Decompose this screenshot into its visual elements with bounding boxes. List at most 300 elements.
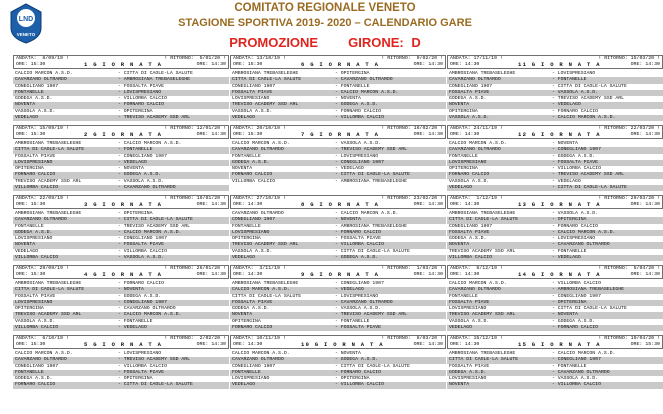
- ritorno-time-value: 14:30: [645, 202, 660, 207]
- matchday-number: 1 G I O R N A T A: [84, 61, 163, 68]
- away-team: - CALCIO MARCON A.S.D.: [118, 230, 181, 236]
- home-team: FORNARO CALCIO: [449, 172, 490, 178]
- away-team: - CONEGLIANO 1907: [552, 147, 601, 153]
- home-team: CITTA DI CAOLE-LA SALUTE: [449, 217, 519, 223]
- andata-time: [16, 342, 45, 348]
- matchday-header: [447, 125, 663, 139]
- andata-time: [450, 132, 479, 138]
- away-team: - OPITERGINA: [118, 109, 153, 115]
- ritorno-time-value: 15:30: [645, 342, 660, 347]
- away-team: - VILLORBA CALCIO: [335, 242, 384, 248]
- away-team: - VILLORBA CALCIO: [552, 166, 601, 172]
- home-team: VASSOLA A.S.D.: [449, 318, 490, 324]
- home-team: CONEGLIANO 1907: [232, 363, 276, 369]
- match-list: [230, 281, 446, 331]
- andata-date: ANDATA: 8/09/19 !: [16, 56, 69, 61]
- andata-time-value: 14:30: [464, 272, 480, 277]
- matchday-number: 11 G I O R N A T A: [518, 61, 601, 68]
- home-team: NOVENTA: [449, 102, 470, 108]
- home-team: FORNARO CALCIO: [15, 172, 56, 178]
- andata-time: [16, 272, 45, 278]
- match-row: [230, 255, 446, 261]
- away-team: - VASSOLA A.S.D.: [118, 255, 164, 261]
- home-team: VILLORBA CALCIO: [449, 255, 493, 261]
- ritorno-date: ! RITORNO: 9/02/20 !: [381, 56, 443, 61]
- andata-time-value: 15:30: [30, 202, 46, 207]
- ritorno-time: [197, 132, 226, 138]
- matchday-header: [13, 265, 229, 279]
- ore-label: ORE:: [630, 62, 643, 67]
- matchday-number: 13 G I O R N A T A: [518, 201, 601, 208]
- home-team: GODEGA A.S.D.: [15, 376, 53, 382]
- away-team: - OPITERGINA: [552, 300, 587, 306]
- away-team: - LOVISPRESIANO: [118, 351, 161, 357]
- away-team: - FONTANELLE: [335, 319, 370, 325]
- away-team: - FONTANELLE: [118, 147, 153, 153]
- andata-time: [450, 272, 479, 278]
- ore-label: ORE:: [413, 132, 426, 137]
- away-team: - VILLORBA CALCIO: [552, 382, 601, 388]
- ore-label: ORE:: [413, 202, 426, 207]
- away-team: - CITTA DI CAOLE-LA SALUTE: [552, 306, 627, 312]
- andata-time-value: 14:30: [464, 132, 480, 137]
- home-team: CALCIO MARCON A.S.D.: [232, 351, 290, 356]
- andata-date: ANDATA: 27/10/19 !: [233, 196, 286, 201]
- away-team: - NOVENTA: [335, 96, 361, 102]
- ritorno-time: [631, 132, 660, 138]
- match-row: [13, 325, 229, 331]
- home-team: VILLORBA CALCIO: [15, 325, 59, 331]
- home-team: NOVENTA: [449, 382, 470, 388]
- ore-label: ORE:: [450, 132, 462, 137]
- away-team: - CITTA DI CAOLE-LA SALUTE: [118, 217, 193, 223]
- match-list: [230, 211, 446, 261]
- ritorno-time: [197, 342, 226, 348]
- andata-time: [16, 132, 45, 138]
- home-team: CONEGLIANO 1907: [232, 83, 276, 89]
- home-team: VEDELAGO: [449, 325, 473, 331]
- match-row: [13, 255, 229, 261]
- home-team: FOSSALTA PIAVE: [449, 229, 490, 235]
- home-team: LOVISPRESIANO: [15, 236, 53, 242]
- home-team: VEDELAGO: [449, 185, 473, 191]
- home-team: CALCIO MARCON A.S.D.: [15, 71, 73, 76]
- match-row: [230, 382, 446, 388]
- away-team: - OPITERGINA: [118, 211, 153, 217]
- matchday-header: [230, 55, 446, 69]
- away-team: - TREVISO ACADEMY SSD ARL: [335, 312, 407, 318]
- ritorno-time: [414, 62, 443, 68]
- matchday-header: [13, 335, 229, 349]
- away-team: - NOVENTA: [335, 217, 361, 223]
- match-row: [13, 382, 229, 388]
- home-team: FONTANELLE: [15, 369, 44, 375]
- ritorno-time: [414, 272, 443, 278]
- away-team: - CAVARZANO OLTRARDO: [552, 370, 610, 376]
- matchday-block: [13, 125, 229, 194]
- ritorno-time: [631, 202, 660, 208]
- match-row: [447, 185, 663, 191]
- away-team: - LOVISPRESIANO: [335, 154, 378, 160]
- andata-date: ANDATA: 8/12/19 !: [450, 266, 503, 271]
- ritorno-time-value: 14:30: [645, 132, 660, 137]
- home-team: VEDELAGO: [15, 248, 39, 254]
- home-team: OPITERGINA: [449, 108, 478, 114]
- away-team: - CITTA DI CAOLE-LA SALUTE: [118, 382, 193, 388]
- home-team: TREVISO ACADEMY SSD ARL: [449, 312, 516, 318]
- ore-label: ORE:: [630, 132, 643, 137]
- home-team: GODEGA A.S.D.: [15, 229, 53, 235]
- ritorno-time-value: 14:30: [211, 272, 226, 277]
- home-team: AMBROSIANA TREBASELEGHE: [449, 71, 516, 76]
- away-team: - GODEGA A.S.D.: [335, 357, 378, 363]
- away-team: - FORNARO CALCIO: [335, 370, 381, 376]
- matchday-header: [447, 265, 663, 279]
- home-team: GODEGA A.S.D.: [232, 306, 270, 312]
- matchday-block: [447, 335, 663, 404]
- home-team: FOSSALTA PIAVE: [232, 299, 273, 305]
- group-name: GIRONE: D: [348, 35, 421, 50]
- away-team: - FORNARO CALCIO: [118, 281, 164, 287]
- match-list: [230, 351, 446, 389]
- away-team: - AMBROSIANA TREBASELEGHE: [552, 287, 624, 293]
- ore-label: ORE:: [233, 342, 245, 347]
- away-team: - GODEGA A.S.D.: [552, 319, 595, 325]
- match-list: [13, 351, 229, 389]
- away-team: - OPITERGINA: [552, 217, 587, 223]
- away-team: - CONEGLIANO 1907: [118, 236, 167, 242]
- document-header: [0, 0, 650, 56]
- match-row: [230, 179, 446, 185]
- andata-date: ANDATA: 10/11/19 !: [233, 336, 286, 341]
- away-team: - GODEGA A.S.D.: [118, 172, 161, 178]
- home-team: VEDELAGO: [15, 115, 39, 121]
- ritorno-time-value: 14:30: [211, 62, 226, 67]
- home-team: VILLORBA CALCIO: [232, 178, 276, 184]
- home-team: TREVISO ACADEMY SSD ARL: [232, 102, 299, 108]
- away-team: - CONEGLIANO 1907: [335, 160, 384, 166]
- league-line: [0, 35, 650, 50]
- home-team: GODEGA A.S.D.: [449, 369, 487, 375]
- away-team: - CITTA DI CAOLE-LA SALUTE: [552, 84, 627, 90]
- ritorno-time-value: 14:30: [645, 62, 660, 67]
- matchday-block: [230, 55, 446, 124]
- ore-label: ORE:: [16, 62, 28, 67]
- away-team: - GODEGA A.S.D.: [335, 255, 378, 261]
- away-team: - CITTA DI CAOLE-LA SALUTE: [335, 172, 410, 178]
- ritorno-time-value: 14:30: [645, 272, 660, 277]
- ore-label: ORE:: [196, 62, 209, 67]
- away-team: - LOVISPRESIANO: [335, 294, 378, 300]
- logo-subtext: VENETO: [16, 32, 36, 37]
- home-team: GODEGA A.S.D.: [232, 159, 270, 165]
- home-team: VILLORBA CALCIO: [15, 255, 59, 261]
- matchday-header: [13, 195, 229, 209]
- matchday-number: 10 G I O R N A T A: [301, 341, 384, 348]
- andata-date: ANDATA: 1/12/19 !: [450, 196, 503, 201]
- away-team: - LOVISPRESIANO: [552, 71, 595, 77]
- home-team: AMBROSIANA TREBASELEGHE: [449, 351, 516, 356]
- away-team: - VASSOLA A.S.D.: [335, 141, 381, 147]
- ritorno-date: ! RITORNO: 15/03/20 !: [598, 56, 660, 61]
- home-team: GODEGA A.S.D.: [15, 96, 53, 102]
- ritorno-date: ! RITORNO: 12/01/20 !: [164, 126, 226, 131]
- away-team: - TREVISO ACADEMY SSD ARL: [118, 115, 190, 121]
- ritorno-date: ! RITORNO: 19/01/20 !: [164, 196, 226, 201]
- away-team: - CALCIO MARCON A.S.D.: [335, 90, 398, 96]
- match-row: [230, 325, 446, 331]
- committee-title: COMITATO REGIONALE VENETO: [234, 2, 416, 14]
- ritorno-time-value: 14:30: [428, 272, 443, 277]
- away-team: - VEDELAGO: [552, 102, 581, 108]
- away-team: - TREVISO ACADEMY SSD ARL: [335, 147, 407, 153]
- home-team: FONTANELLE: [232, 223, 261, 229]
- home-team: AMBROSIANA TREBASELEGHE: [232, 281, 299, 286]
- ore-label: ORE:: [630, 342, 643, 347]
- ore-label: ORE:: [196, 272, 209, 277]
- andata-time-value: 15:30: [30, 62, 46, 67]
- matchday-block: [13, 265, 229, 334]
- matchday-header: [447, 335, 663, 349]
- andata-time: [233, 62, 262, 68]
- away-team: - VASSOLA A.S.D.: [552, 376, 598, 382]
- home-team: VASSOLA A.S.D.: [232, 108, 273, 114]
- matchday-block: [447, 195, 663, 264]
- home-team: CAVARZANO OLTRARDO: [232, 211, 284, 216]
- andata-time: [233, 342, 262, 348]
- away-team: - LOVISPRESIANO: [118, 90, 161, 96]
- home-team: LOVISPRESIANO: [15, 299, 53, 305]
- matchday-number: 4 G I O R N A T A: [84, 271, 163, 278]
- match-row: [447, 325, 663, 331]
- home-team: CAVARZANO OLTRARDO: [449, 287, 501, 293]
- ore-label: ORE:: [450, 272, 462, 277]
- home-team: VASSOLA A.S.D.: [232, 248, 273, 254]
- ore-label: ORE:: [450, 202, 462, 207]
- home-team: LOVISPRESIANO: [15, 159, 53, 165]
- away-team: - CONEGLIANO 1907: [118, 154, 167, 160]
- away-team: - NOVENTA: [552, 312, 578, 318]
- away-team: - NOVENTA: [118, 287, 144, 293]
- away-team: - VEDELAGO: [335, 287, 364, 293]
- andata-time-value: 15:30: [30, 342, 46, 347]
- away-team: - VASSOLA A.S.D.: [552, 90, 598, 96]
- andata-time-value: 14:30: [247, 342, 263, 347]
- away-team: - VEDELAGO: [118, 325, 147, 331]
- matchday-header: [447, 55, 663, 69]
- matchday-block: [447, 265, 663, 334]
- home-team: VASSOLA A.S.D.: [15, 318, 56, 324]
- matchday-block: [13, 55, 229, 124]
- home-team: CAVARZANO OLTRARDO: [15, 217, 67, 223]
- away-team: - CONEGLIANO 1907: [118, 300, 167, 306]
- home-team: CITTA DI CAOLE-LA SALUTE: [15, 287, 85, 293]
- home-team: CONEGLIANO 1907: [15, 83, 59, 89]
- away-team: - AMBROSIANA TREBASELEGHE: [335, 179, 407, 185]
- andata-time-value: 15:30: [247, 132, 263, 137]
- home-team: CITTA DI CAOLE-LA SALUTE: [232, 293, 302, 299]
- away-team: - FORNARO CALCIO: [552, 325, 598, 331]
- away-team: - VILLORBA CALCIO: [552, 281, 601, 287]
- ore-label: ORE:: [196, 342, 209, 347]
- matchday-number: 12 G I O R N A T A: [518, 131, 601, 138]
- matchday-number: 7 G I O R N A T A: [301, 131, 380, 138]
- matchday-number: 8 G I O R N A T A: [301, 201, 380, 208]
- away-team: - OPITERGINA: [335, 71, 370, 77]
- away-team: - OPITERGINA: [118, 376, 153, 382]
- matchday-block: [230, 265, 446, 334]
- away-team: - VASSOLA A.S.D.: [118, 179, 164, 185]
- home-team: OPITERGINA: [449, 166, 478, 172]
- ritorno-time: [197, 272, 226, 278]
- ore-label: ORE:: [233, 272, 245, 277]
- ore-label: ORE:: [233, 62, 245, 67]
- match-list: [447, 141, 663, 191]
- home-team: FONTANELLE: [232, 369, 261, 375]
- away-team: - GODEGA A.S.D.: [118, 294, 161, 300]
- ore-label: ORE:: [413, 342, 426, 347]
- away-team: - TREVISO ACADEMY SSD ARL: [118, 357, 190, 363]
- ritorno-date: ! RITORNO: 5/04/20 !: [598, 266, 660, 271]
- ritorno-date: ! RITORNO: 26/01/20 !: [164, 266, 226, 271]
- match-row: [447, 255, 663, 261]
- away-team: - CALCIO MARCON A.S.D.: [118, 312, 181, 318]
- match-list: [447, 71, 663, 121]
- matchday-number: 5 G I O R N A T A: [84, 341, 163, 348]
- ore-label: ORE:: [630, 202, 643, 207]
- away-team: - FOSSALTA PIAVE: [335, 325, 381, 331]
- home-team: OPITERGINA: [15, 166, 44, 172]
- matchday-header: [230, 265, 446, 279]
- andata-date: ANDATA: 6/10/19 !: [16, 336, 69, 341]
- away-team: - FONTANELLE: [552, 364, 587, 370]
- away-team: - CITTA DI CAOLE-LA SALUTE: [335, 249, 410, 255]
- home-team: NOVENTA: [15, 242, 36, 248]
- home-team: FOSSALTA PIAVE: [15, 153, 56, 159]
- away-team: - VEDELAGO: [118, 160, 147, 166]
- away-team: - CAVARZANO OLTRARDO: [335, 77, 393, 83]
- away-team: - NOVENTA: [552, 141, 578, 147]
- home-team: CAVARZANO OLTRARDO: [449, 147, 501, 153]
- ritorno-time-value: 14:30: [428, 342, 443, 347]
- home-team: LOVISPRESIANO: [449, 159, 487, 165]
- home-team: CONEGLIANO 1907: [449, 83, 493, 89]
- ritorno-time: [631, 62, 660, 68]
- home-team: LOVISPRESIANO: [449, 306, 487, 312]
- andata-time-value: 14:30: [247, 272, 263, 277]
- home-team: FOSSALTA PIAVE: [449, 89, 490, 95]
- ritorno-time: [414, 132, 443, 138]
- match-list: [447, 281, 663, 331]
- andata-time-value: 14:30: [464, 62, 480, 67]
- away-team: - FOSSALTA PIAVE: [552, 160, 598, 166]
- home-team: CITTA DI CAOLE-LA SALUTE: [232, 77, 302, 83]
- match-list: [13, 71, 229, 121]
- match-row: [447, 382, 663, 388]
- away-team: - CITTA DI CAOLE-LA SALUTE: [118, 71, 193, 77]
- home-team: TREVISO ACADEMY SSD ARL: [449, 248, 516, 254]
- home-team: GODEGA A.S.D.: [449, 236, 487, 242]
- home-team: NOVENTA: [232, 312, 253, 318]
- away-team: - FORNARO CALCIO: [335, 230, 381, 236]
- match-list: [13, 211, 229, 261]
- ore-label: ORE:: [16, 342, 28, 347]
- home-team: VILLORBA CALCIO: [15, 185, 59, 191]
- ritorno-time-value: 14:30: [211, 132, 226, 137]
- home-team: OPITERGINA: [232, 236, 261, 242]
- home-team: CALCIO MARCON A.S.D.: [232, 287, 290, 293]
- home-team: FOSSALTA PIAVE: [15, 293, 56, 299]
- away-team: - CONEGLIANO 1907: [552, 357, 601, 363]
- matchday-header: [13, 125, 229, 139]
- away-team: - GODEGA A.S.D.: [335, 102, 378, 108]
- match-row: [230, 115, 446, 121]
- ritorno-time-value: 14:30: [211, 342, 226, 347]
- andata-time-value: 14:30: [464, 342, 480, 347]
- ritorno-time: [414, 342, 443, 348]
- calendar-column: [13, 55, 229, 414]
- ritorno-time-value: 14:30: [428, 62, 443, 67]
- away-team: - CITTA DI CAOLE-LA SALUTE: [335, 364, 410, 370]
- away-team: - FORNARO CALCIO: [335, 109, 381, 115]
- away-team: - TREVISO ACADEMY SSD ARL: [552, 172, 624, 178]
- away-team: - NOVENTA: [118, 166, 144, 172]
- andata-date: ANDATA: 24/11/19 !: [450, 126, 503, 131]
- ore-label: ORE:: [196, 132, 209, 137]
- ore-label: ORE:: [450, 62, 462, 67]
- matchday-number: 14 G I O R N A T A: [518, 271, 601, 278]
- away-team: - CALCIO MARCON A.S.D.: [118, 141, 181, 147]
- away-team: - FONTANELLE: [552, 77, 587, 83]
- matchday-number: 9 G I O R N A T A: [301, 271, 380, 278]
- home-team: CAVARZANO OLTRARDO: [232, 147, 284, 153]
- ritorno-date: ! RITORNO: 19/04/20 !: [598, 336, 660, 341]
- home-team: NOVENTA: [232, 166, 253, 172]
- away-team: - FORNARO CALCIO: [552, 224, 598, 230]
- matchday-number: 2 G I O R N A T A: [84, 131, 163, 138]
- matchday-number: 3 G I O R N A T A: [84, 201, 163, 208]
- away-team: - VEDELAGO: [552, 255, 581, 261]
- home-team: VEDELAGO: [232, 115, 256, 121]
- ritorno-time: [631, 272, 660, 278]
- home-team: VASSOLA A.S.D.: [449, 178, 490, 184]
- home-team: CAVARZANO OLTRARDO: [15, 77, 67, 83]
- home-team: FONTANELLE: [15, 223, 44, 229]
- andata-time: [450, 342, 479, 348]
- home-team: FORNARO CALCIO: [232, 172, 273, 178]
- andata-date: ANDATA: 15/09/19 !: [16, 126, 69, 131]
- home-team: TREVISO ACADEMY SSD ARL: [232, 242, 299, 248]
- away-team: - CONEGLIANO 1907: [552, 294, 601, 300]
- away-team: - TREVISO ACADEMY SSD ARL: [552, 96, 624, 102]
- away-team: - CAVARZANO OLTRARDO: [335, 300, 393, 306]
- matchday-block: [447, 55, 663, 124]
- ritorno-time-value: 14:30: [428, 202, 443, 207]
- ritorno-time: [631, 342, 660, 348]
- ore-label: ORE:: [16, 132, 28, 137]
- home-team: LOVISPRESIANO: [232, 376, 270, 382]
- matchday-header: [230, 335, 446, 349]
- home-team: AMBROSIANA TREBASELEGHE: [449, 211, 516, 216]
- away-team: - VILLORBA CALCIO: [118, 249, 167, 255]
- season-title: STAGIONE SPORTIVA 2019- 2020 – CALENDARIO GARE: [178, 17, 472, 29]
- home-team: CALCIO MARCON A.S.D.: [15, 351, 73, 356]
- away-team: - AMBROSIANA TREBASELEGHE: [335, 224, 407, 230]
- ore-label: ORE:: [233, 132, 245, 137]
- logo-text: LND: [18, 16, 34, 23]
- home-team: FOSSALTA PIAVE: [449, 299, 490, 305]
- calendar-column: [230, 55, 446, 414]
